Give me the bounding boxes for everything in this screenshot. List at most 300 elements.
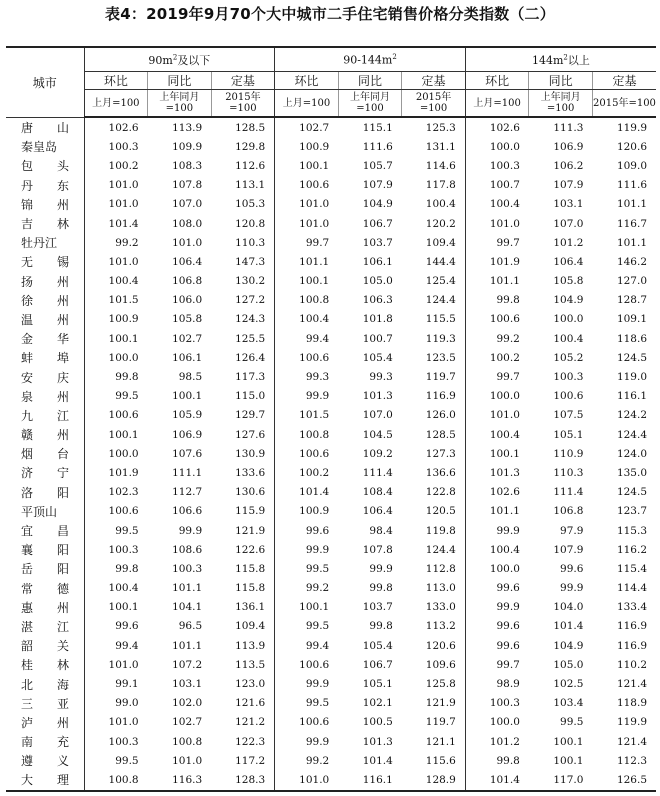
index-value: 107.2	[172, 658, 203, 671]
index-value: 112.3	[616, 754, 647, 767]
metric-header: 定基	[402, 72, 466, 90]
index-value: 133.6	[235, 466, 266, 479]
index-value: 125.8	[425, 678, 456, 691]
index-value: 115.5	[425, 313, 456, 326]
index-value: 100.3	[465, 694, 529, 713]
index-value: 109.6	[425, 658, 456, 671]
index-value: 117.2	[235, 754, 266, 767]
index-value: 119.7	[425, 716, 456, 729]
index-value: 111.6	[362, 140, 393, 153]
index-value: 105.1	[553, 428, 584, 441]
table-row	[6, 329, 656, 348]
index-value: 119.9	[616, 121, 647, 134]
index-value: 112.6	[235, 159, 266, 172]
index-value: 99.1	[84, 674, 148, 693]
index-value: 101.2	[465, 732, 529, 751]
index-value: 113.2	[425, 620, 456, 633]
index-value: 100.4	[465, 540, 529, 559]
index-value: 135.0	[616, 466, 647, 479]
index-value: 107.9	[553, 179, 584, 192]
index-value: 99.5	[560, 716, 584, 729]
table-header	[6, 47, 656, 117]
index-value: 109.9	[172, 140, 203, 153]
index-value: 101.5	[84, 291, 148, 310]
index-value: 101.9	[465, 252, 529, 271]
index-value: 115.3	[616, 524, 647, 537]
index-value: 115.9	[235, 505, 266, 518]
metric-header: 同比	[529, 72, 593, 90]
index-value: 101.0	[172, 754, 203, 767]
index-value: 101.5	[275, 406, 339, 425]
index-value: 106.7	[362, 217, 393, 230]
index-value: 114.4	[616, 582, 647, 595]
index-value: 101.0	[84, 713, 148, 732]
index-value: 100.1	[172, 390, 203, 403]
city-name: 南 充	[21, 735, 70, 750]
index-value: 99.8	[84, 367, 148, 386]
index-value: 100.6	[275, 444, 339, 463]
index-value: 108.3	[172, 159, 203, 172]
index-value: 101.1	[172, 582, 203, 595]
index-value: 101.4	[362, 754, 393, 767]
index-value: 99.8	[465, 291, 529, 310]
index-value: 122.6	[235, 543, 266, 556]
index-value: 107.0	[172, 198, 203, 211]
index-value: 117.3	[235, 371, 266, 384]
table-row	[6, 732, 656, 751]
index-value: 119.0	[616, 371, 647, 384]
city-name: 秦皇岛	[21, 140, 58, 155]
index-value: 100.9	[84, 310, 148, 329]
index-value: 116.9	[616, 639, 647, 652]
index-value: 99.9	[560, 582, 584, 595]
city-name: 九 江	[21, 408, 70, 423]
index-value: 126.0	[425, 409, 456, 422]
index-value: 111.6	[616, 179, 647, 192]
index-value: 107.8	[362, 543, 393, 556]
index-value: 120.5	[425, 505, 456, 518]
city-name: 宜 昌	[21, 524, 70, 539]
table-row	[6, 521, 656, 540]
index-value: 116.9	[616, 620, 647, 633]
index-value: 110.3	[553, 466, 584, 479]
index-value: 100.6	[84, 406, 148, 425]
metric-header: 环比	[465, 72, 529, 90]
city-name: 扬 州	[21, 274, 70, 289]
table-row	[6, 579, 656, 598]
index-value: 120.6	[425, 639, 456, 652]
index-value: 110.9	[553, 447, 584, 460]
index-value: 122.8	[425, 486, 456, 499]
index-value: 103.1	[553, 198, 584, 211]
index-value: 113.5	[235, 658, 266, 671]
index-value: 111.4	[553, 486, 584, 499]
index-value: 100.3	[84, 137, 148, 156]
index-value: 100.5	[362, 716, 393, 729]
index-value: 127.3	[425, 447, 456, 460]
city-name: 湛 江	[21, 619, 70, 634]
table-row	[6, 559, 656, 578]
city-name: 烟 台	[21, 447, 70, 462]
group-header-large: $144m^2$以上	[465, 47, 656, 72]
index-value: 109.1	[616, 313, 647, 326]
index-value: 99.2	[465, 329, 529, 348]
index-value: 99.2	[275, 751, 339, 770]
index-value: 100.4	[84, 579, 148, 598]
index-value: 100.1	[465, 444, 529, 463]
table-row	[6, 291, 656, 310]
index-value: 101.0	[275, 195, 339, 214]
index-value: 111.3	[553, 121, 584, 134]
index-value: 105.7	[362, 159, 393, 172]
index-value: 128.9	[402, 770, 466, 790]
table-body	[6, 117, 656, 791]
index-value: 109.4	[425, 236, 456, 249]
index-value: 100.1	[275, 272, 339, 291]
index-value: 103.4	[553, 697, 584, 710]
index-value: 126.4	[235, 351, 266, 364]
index-value: 123.0	[235, 678, 266, 691]
city-name: 包 头	[21, 159, 70, 174]
index-value: 100.8	[275, 291, 339, 310]
index-value: 100.1	[553, 754, 584, 767]
index-value: 118.6	[616, 332, 647, 345]
table-row	[6, 137, 656, 156]
index-value: 101.4	[84, 214, 148, 233]
table-row	[6, 751, 656, 770]
index-value: 99.4	[275, 329, 339, 348]
index-value: 128.3	[211, 770, 275, 790]
index-value: 100.0	[465, 137, 529, 156]
index-value: 101.0	[465, 406, 529, 425]
index-value: 116.7	[616, 217, 647, 230]
index-value: 124.4	[425, 294, 456, 307]
index-value: 100.3	[553, 371, 584, 384]
index-value: 101.3	[362, 390, 393, 403]
index-value: 136.1	[235, 601, 266, 614]
table-row	[6, 636, 656, 655]
index-value: 99.5	[275, 617, 339, 636]
index-value: 99.6	[465, 636, 529, 655]
index-value: 100.4	[465, 425, 529, 444]
index-value: 109.0	[616, 159, 647, 172]
index-value: 115.6	[425, 754, 456, 767]
index-value: 121.6	[235, 697, 266, 710]
index-value: 98.5	[178, 371, 203, 384]
table-row	[6, 406, 656, 425]
index-value: 99.9	[465, 521, 529, 540]
index-value: 130.2	[235, 275, 266, 288]
table-row	[6, 252, 656, 271]
index-value: 106.1	[172, 351, 203, 364]
index-value: 100.9	[275, 502, 339, 521]
index-value: 100.1	[84, 329, 148, 348]
index-value: 102.0	[172, 697, 203, 710]
index-value: 100.0	[465, 387, 529, 406]
city-name: 吉 林	[21, 217, 70, 232]
index-value: 101.8	[362, 313, 393, 326]
base-header: 上月=100	[84, 90, 148, 118]
index-value: 99.5	[275, 559, 339, 578]
index-value: 116.1	[616, 390, 647, 403]
index-value: 104.0	[553, 601, 584, 614]
index-value: 99.3	[369, 371, 393, 384]
index-value: 124.2	[616, 409, 647, 422]
index-value: 101.0	[275, 214, 339, 233]
base-header: 上月=100	[275, 90, 339, 118]
index-value: 101.0	[84, 655, 148, 674]
index-value: 113.9	[235, 639, 266, 652]
metric-header: 环比	[84, 72, 148, 90]
index-value: 100.8	[84, 770, 148, 790]
index-value: 99.5	[275, 694, 339, 713]
index-value: 128.5	[425, 428, 456, 441]
index-value: 104.9	[553, 639, 584, 652]
city-name: 济 宁	[21, 466, 70, 481]
index-value: 101.0	[84, 195, 148, 214]
index-value: 100.0	[465, 713, 529, 732]
index-value: 101.1	[616, 236, 647, 249]
city-name: 泸 州	[21, 715, 70, 730]
index-value: 99.9	[275, 732, 339, 751]
index-value: 103.7	[362, 601, 393, 614]
index-value: 118.9	[616, 697, 647, 710]
index-value: 99.2	[84, 233, 148, 252]
index-value: 119.8	[425, 524, 456, 537]
city-name: 蚌 埠	[21, 351, 70, 366]
index-value: 111.1	[172, 466, 203, 479]
index-value: 124.0	[616, 447, 647, 460]
index-value: 98.4	[369, 524, 393, 537]
table-row	[6, 694, 656, 713]
index-value: 106.8	[553, 505, 584, 518]
table-row	[6, 425, 656, 444]
index-value: 100.4	[553, 332, 584, 345]
index-value: 99.7	[465, 233, 529, 252]
table-row	[6, 598, 656, 617]
index-value: 102.6	[465, 483, 529, 502]
index-value: 111.4	[362, 466, 393, 479]
index-value: 105.4	[362, 639, 393, 652]
index-value: 99.3	[275, 367, 339, 386]
index-value: 99.2	[275, 579, 339, 598]
index-value: 115.8	[235, 562, 266, 575]
index-value: 100.8	[172, 735, 203, 748]
index-value: 100.7	[362, 332, 393, 345]
index-value: 101.2	[553, 236, 584, 249]
index-value: 99.0	[84, 694, 148, 713]
index-value: 124.4	[425, 543, 456, 556]
index-value: 115.4	[616, 562, 647, 575]
index-value: 130.9	[235, 447, 266, 460]
index-value: 147.3	[235, 255, 266, 268]
metric-header: 定基	[211, 72, 275, 90]
index-value: 109.4	[235, 620, 266, 633]
city-name: 温 州	[21, 312, 70, 327]
index-value: 99.8	[84, 559, 148, 578]
index-value: 102.6	[84, 117, 148, 137]
index-value: 99.4	[275, 636, 339, 655]
city-column-header: 城市	[6, 47, 84, 117]
index-value: 99.9	[465, 598, 529, 617]
index-value: 100.9	[275, 137, 339, 156]
base-header: 上年同月=100	[338, 90, 402, 118]
city-name: 平顶山	[21, 504, 58, 519]
index-value: 108.6	[172, 543, 203, 556]
index-value: 106.4	[362, 505, 393, 518]
table-row	[6, 540, 656, 559]
index-value: 121.9	[235, 524, 266, 537]
index-value: 105.0	[362, 275, 393, 288]
city-name: 韶 关	[21, 639, 70, 654]
index-value: 99.9	[275, 387, 339, 406]
index-value: 107.9	[362, 179, 393, 192]
index-value: 106.8	[172, 275, 203, 288]
index-value: 105.1	[362, 678, 393, 691]
city-name: 北 海	[21, 677, 70, 692]
index-value: 99.8	[369, 620, 393, 633]
index-value: 101.4	[275, 483, 339, 502]
city-name: 赣 州	[21, 428, 70, 443]
index-value: 107.5	[553, 409, 584, 422]
index-value: 99.8	[369, 582, 393, 595]
index-value: 121.2	[235, 716, 266, 729]
index-value: 99.9	[178, 524, 203, 537]
index-value: 101.4	[553, 620, 584, 633]
table-row	[6, 444, 656, 463]
table-row	[6, 367, 656, 386]
index-value: 101.0	[172, 236, 203, 249]
index-value: 133.4	[616, 601, 647, 614]
index-value: 100.7	[465, 176, 529, 195]
index-value: 130.6	[235, 486, 266, 499]
index-value: 105.4	[362, 351, 393, 364]
index-value: 101.1	[172, 639, 203, 652]
index-value: 97.9	[560, 524, 584, 537]
index-value: 100.2	[84, 156, 148, 175]
index-value: 99.7	[465, 367, 529, 386]
index-value: 101.3	[362, 735, 393, 748]
index-value: 100.4	[425, 198, 456, 211]
city-name: 惠 州	[21, 600, 70, 615]
index-value: 105.0	[553, 658, 584, 671]
index-value: 113.1	[235, 179, 266, 192]
index-value: 120.2	[425, 217, 456, 230]
index-value: 99.6	[84, 617, 148, 636]
index-value: 133.0	[425, 601, 456, 614]
index-value: 112.8	[425, 562, 456, 575]
index-value: 101.1	[616, 198, 647, 211]
base-header: 2015年=100	[402, 90, 466, 118]
index-value: 106.7	[362, 658, 393, 671]
index-value: 106.4	[172, 255, 203, 268]
index-value: 100.1	[275, 598, 339, 617]
index-value: 99.5	[84, 751, 148, 770]
index-value: 124.5	[616, 486, 647, 499]
index-value: 121.4	[616, 735, 647, 748]
index-value: 113.0	[425, 582, 456, 595]
table-title: 表4：2019年9月70个大中城市二手住宅销售价格分类指数（二）	[105, 5, 555, 23]
city-name: 泉 州	[21, 389, 70, 404]
index-value: 100.0	[553, 313, 584, 326]
index-value: 119.9	[616, 716, 647, 729]
index-value: 122.3	[235, 735, 266, 748]
index-value: 106.6	[172, 505, 203, 518]
index-value: 100.6	[84, 502, 148, 521]
table-row	[6, 195, 656, 214]
index-value: 115.0	[235, 390, 266, 403]
index-value: 99.7	[275, 233, 339, 252]
index-value: 112.7	[172, 486, 203, 499]
index-value: 127.2	[235, 294, 266, 307]
index-value: 105.3	[235, 198, 266, 211]
index-value: 120.6	[616, 140, 647, 153]
table-row	[6, 617, 656, 636]
index-value: 110.3	[235, 236, 266, 249]
index-value: 106.9	[172, 428, 203, 441]
index-value: 105.2	[553, 351, 584, 364]
index-value: 101.0	[84, 176, 148, 195]
index-value: 101.9	[84, 463, 148, 482]
city-name: 洛 阳	[21, 485, 70, 500]
index-value: 99.9	[369, 562, 393, 575]
index-value: 107.6	[172, 447, 203, 460]
index-value: 113.9	[172, 121, 203, 134]
index-value: 101.1	[275, 252, 339, 271]
index-value: 116.2	[616, 543, 647, 556]
table-row	[6, 655, 656, 674]
index-value: 100.0	[84, 348, 148, 367]
index-value: 102.6	[465, 117, 529, 137]
index-value: 102.1	[362, 697, 393, 710]
index-value: 100.6	[275, 655, 339, 674]
index-value: 100.1	[84, 598, 148, 617]
index-value: 136.6	[425, 466, 456, 479]
index-value: 98.9	[465, 674, 529, 693]
index-value: 106.3	[362, 294, 393, 307]
table-row	[6, 770, 656, 790]
index-value: 100.1	[84, 425, 148, 444]
index-value: 124.3	[235, 313, 266, 326]
index-value: 109.2	[362, 447, 393, 460]
table-row	[6, 463, 656, 482]
index-value: 99.5	[84, 387, 148, 406]
table-row	[6, 156, 656, 175]
table-row	[6, 272, 656, 291]
metric-header: 同比	[148, 72, 212, 90]
index-value: 116.3	[148, 770, 212, 790]
index-value: 106.9	[553, 140, 584, 153]
city-name: 襄 阳	[21, 543, 70, 558]
index-value: 129.7	[235, 409, 266, 422]
index-value: 100.4	[84, 272, 148, 291]
index-value: 102.5	[553, 678, 584, 691]
index-value: 99.5	[84, 521, 148, 540]
index-value: 117.8	[425, 179, 456, 192]
index-value: 99.6	[275, 521, 339, 540]
index-value: 116.1	[338, 770, 402, 790]
index-value: 100.4	[465, 195, 529, 214]
index-value: 100.4	[275, 310, 339, 329]
metric-header: 定基	[592, 72, 656, 90]
city-name: 三 亚	[21, 696, 70, 711]
index-value: 100.6	[465, 310, 529, 329]
index-value: 105.8	[172, 313, 203, 326]
index-value: 100.6	[553, 390, 584, 403]
index-value: 101.3	[465, 463, 529, 482]
index-value: 106.0	[172, 294, 203, 307]
city-name: 大 理	[6, 770, 84, 790]
